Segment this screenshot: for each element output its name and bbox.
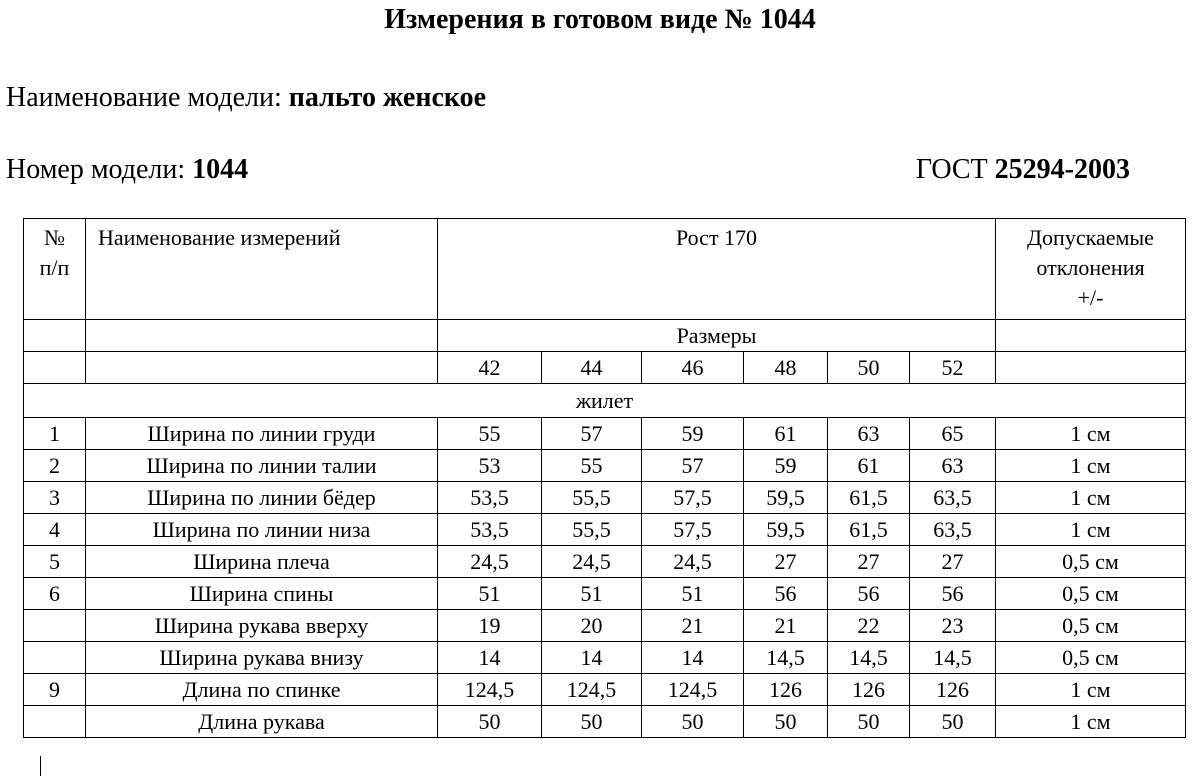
measurement-value-cell: 55 xyxy=(542,450,642,482)
model-name-value: пальто женское xyxy=(288,82,487,113)
measurement-value-cell: 14 xyxy=(438,642,542,674)
gost-label: ГОСТ xyxy=(915,154,988,185)
measurement-value-cell: 24,5 xyxy=(542,546,642,578)
header-tolerance-cell xyxy=(996,219,1186,320)
header-tolerance-line3: +/- xyxy=(1077,285,1104,310)
row-number-cell: 9 xyxy=(24,674,86,706)
table-row xyxy=(24,418,1186,450)
tolerance-cell: 1 см xyxy=(996,482,1186,514)
header-number-cell xyxy=(24,219,86,320)
measurement-value-cell: 63,5 xyxy=(910,482,996,514)
measurement-name-cell: Длина по спинке xyxy=(86,674,438,706)
measurement-value-cell: 124,5 xyxy=(642,674,744,706)
empty-cell xyxy=(24,352,86,384)
measurement-name-cell: Длина рукава xyxy=(86,706,438,738)
table-row xyxy=(24,674,1186,706)
measurement-value-cell: 65 xyxy=(910,418,996,450)
row-number-cell: 6 xyxy=(24,578,86,610)
measurement-value-cell: 63 xyxy=(828,418,910,450)
group-row xyxy=(24,384,1186,418)
tolerance-cell: 0,5 см xyxy=(996,610,1186,642)
row-number-cell xyxy=(24,610,86,642)
table-row xyxy=(24,514,1186,546)
measurement-value-cell: 57,5 xyxy=(642,514,744,546)
size-cell: 44 xyxy=(542,352,642,384)
header-row-size-numbers xyxy=(24,352,1186,384)
tolerance-cell: 1 см xyxy=(996,674,1186,706)
measurement-value-cell: 21 xyxy=(642,610,744,642)
measurement-value-cell: 50 xyxy=(910,706,996,738)
document-title: Измерения в готовом виде № 1044 xyxy=(384,4,816,35)
measurement-name-cell: Ширина по линии груди xyxy=(86,418,438,450)
row-number-cell xyxy=(24,706,86,738)
measurement-value-cell: 50 xyxy=(542,706,642,738)
measurement-value-cell: 61 xyxy=(744,418,828,450)
measurement-name-cell: Ширина по линии талии xyxy=(86,450,438,482)
group-label-cell: жилет xyxy=(24,384,1186,418)
header-row-sizes xyxy=(24,320,1186,352)
measurement-value-cell: 55,5 xyxy=(542,514,642,546)
header-tolerance-line1: Допускаемые xyxy=(1027,225,1154,250)
measurement-value-cell: 56 xyxy=(910,578,996,610)
model-name-line xyxy=(6,82,486,114)
measurement-value-cell: 57 xyxy=(542,418,642,450)
measurement-value-cell: 59,5 xyxy=(744,514,828,546)
tolerance-cell: 1 см xyxy=(996,450,1186,482)
gost-line xyxy=(916,154,1130,186)
measurement-value-cell: 59 xyxy=(744,450,828,482)
measurement-value-cell: 19 xyxy=(438,610,542,642)
measurement-value-cell: 53,5 xyxy=(438,514,542,546)
size-cell: 52 xyxy=(910,352,996,384)
measurement-name-cell: Ширина по линии низа xyxy=(86,514,438,546)
row-number-cell: 5 xyxy=(24,546,86,578)
size-cell: 42 xyxy=(438,352,542,384)
header-number-line2: п/п xyxy=(39,255,70,280)
measurement-value-cell: 22 xyxy=(828,610,910,642)
measurement-value-cell: 24,5 xyxy=(642,546,744,578)
model-number-value: 1044 xyxy=(192,154,249,185)
empty-cell xyxy=(24,320,86,352)
measurement-value-cell: 126 xyxy=(828,674,910,706)
measurement-name-cell: Ширина плеча xyxy=(86,546,438,578)
empty-cell xyxy=(86,320,438,352)
measurement-value-cell: 59,5 xyxy=(744,482,828,514)
measurement-name-cell: Ширина по линии бёдер xyxy=(86,482,438,514)
gost-value: 25294-2003 xyxy=(994,154,1130,185)
tolerance-cell: 1 см xyxy=(996,514,1186,546)
tolerance-cell: 1 см xyxy=(996,418,1186,450)
measurement-value-cell: 57 xyxy=(642,450,744,482)
size-cell: 46 xyxy=(642,352,744,384)
size-cell: 50 xyxy=(828,352,910,384)
header-number-line1: № xyxy=(44,225,65,250)
measurement-value-cell: 124,5 xyxy=(542,674,642,706)
row-number-cell: 3 xyxy=(24,482,86,514)
measurement-value-cell: 63 xyxy=(910,450,996,482)
measurement-value-cell: 21 xyxy=(744,610,828,642)
measurement-name-cell: Ширина спины xyxy=(86,578,438,610)
table-row xyxy=(24,706,1186,738)
empty-cell xyxy=(996,352,1186,384)
measurement-value-cell: 55 xyxy=(438,418,542,450)
row-number-cell: 2 xyxy=(24,450,86,482)
tolerance-cell: 1 см xyxy=(996,706,1186,738)
tolerance-cell: 0,5 см xyxy=(996,642,1186,674)
measurement-value-cell: 51 xyxy=(642,578,744,610)
measurement-value-cell: 14,5 xyxy=(744,642,828,674)
measurement-value-cell: 27 xyxy=(744,546,828,578)
measurement-value-cell: 24,5 xyxy=(438,546,542,578)
measurement-value-cell: 27 xyxy=(828,546,910,578)
measurement-value-cell: 59 xyxy=(642,418,744,450)
table-row xyxy=(24,546,1186,578)
measurement-value-cell: 57,5 xyxy=(642,482,744,514)
model-name-label: Наименование модели: xyxy=(6,82,282,113)
measurement-name-cell: Ширина рукава вверху xyxy=(86,610,438,642)
measurement-value-cell: 53 xyxy=(438,450,542,482)
header-sizes-cell: Размеры xyxy=(438,320,996,352)
measurement-value-cell: 51 xyxy=(438,578,542,610)
measurement-value-cell: 50 xyxy=(642,706,744,738)
table-row xyxy=(24,642,1186,674)
measurement-value-cell: 50 xyxy=(438,706,542,738)
measurement-value-cell: 55,5 xyxy=(542,482,642,514)
measurement-value-cell: 63,5 xyxy=(910,514,996,546)
measurement-name-cell: Ширина рукава внизу xyxy=(86,642,438,674)
model-number-line xyxy=(6,154,248,186)
measurement-value-cell: 14 xyxy=(542,642,642,674)
measurement-value-cell: 14,5 xyxy=(910,642,996,674)
measurement-value-cell: 14 xyxy=(642,642,744,674)
measurement-value-cell: 51 xyxy=(542,578,642,610)
table-row xyxy=(24,482,1186,514)
table-row xyxy=(24,450,1186,482)
header-height-cell: Рост 170 xyxy=(438,219,996,320)
measurement-value-cell: 56 xyxy=(744,578,828,610)
measurement-value-cell: 56 xyxy=(828,578,910,610)
measurement-value-cell: 61 xyxy=(828,450,910,482)
table-row xyxy=(24,610,1186,642)
measurement-value-cell: 124,5 xyxy=(438,674,542,706)
measurement-value-cell: 50 xyxy=(744,706,828,738)
measurement-value-cell: 53,5 xyxy=(438,482,542,514)
row-number-cell xyxy=(24,642,86,674)
text-cursor xyxy=(40,756,41,776)
empty-cell xyxy=(996,320,1186,352)
measurement-value-cell: 27 xyxy=(910,546,996,578)
size-cell: 48 xyxy=(744,352,828,384)
measurement-value-cell: 61,5 xyxy=(828,514,910,546)
measurement-value-cell: 14,5 xyxy=(828,642,910,674)
measurement-value-cell: 50 xyxy=(828,706,910,738)
header-name-cell: Наименование измерений xyxy=(86,219,438,320)
measurement-value-cell: 61,5 xyxy=(828,482,910,514)
table-row xyxy=(24,578,1186,610)
tolerance-cell: 0,5 см xyxy=(996,578,1186,610)
header-row-top xyxy=(24,219,1186,320)
measurement-value-cell: 23 xyxy=(910,610,996,642)
tolerance-cell: 0,5 см xyxy=(996,546,1186,578)
measurement-value-cell: 126 xyxy=(744,674,828,706)
model-number-label: Номер модели: xyxy=(6,154,186,185)
measurement-value-cell: 126 xyxy=(910,674,996,706)
empty-cell xyxy=(86,352,438,384)
header-tolerance-line2: отклонения xyxy=(1036,255,1145,280)
measurement-value-cell: 20 xyxy=(542,610,642,642)
row-number-cell: 4 xyxy=(24,514,86,546)
measurements-table xyxy=(23,218,1186,738)
row-number-cell: 1 xyxy=(24,418,86,450)
